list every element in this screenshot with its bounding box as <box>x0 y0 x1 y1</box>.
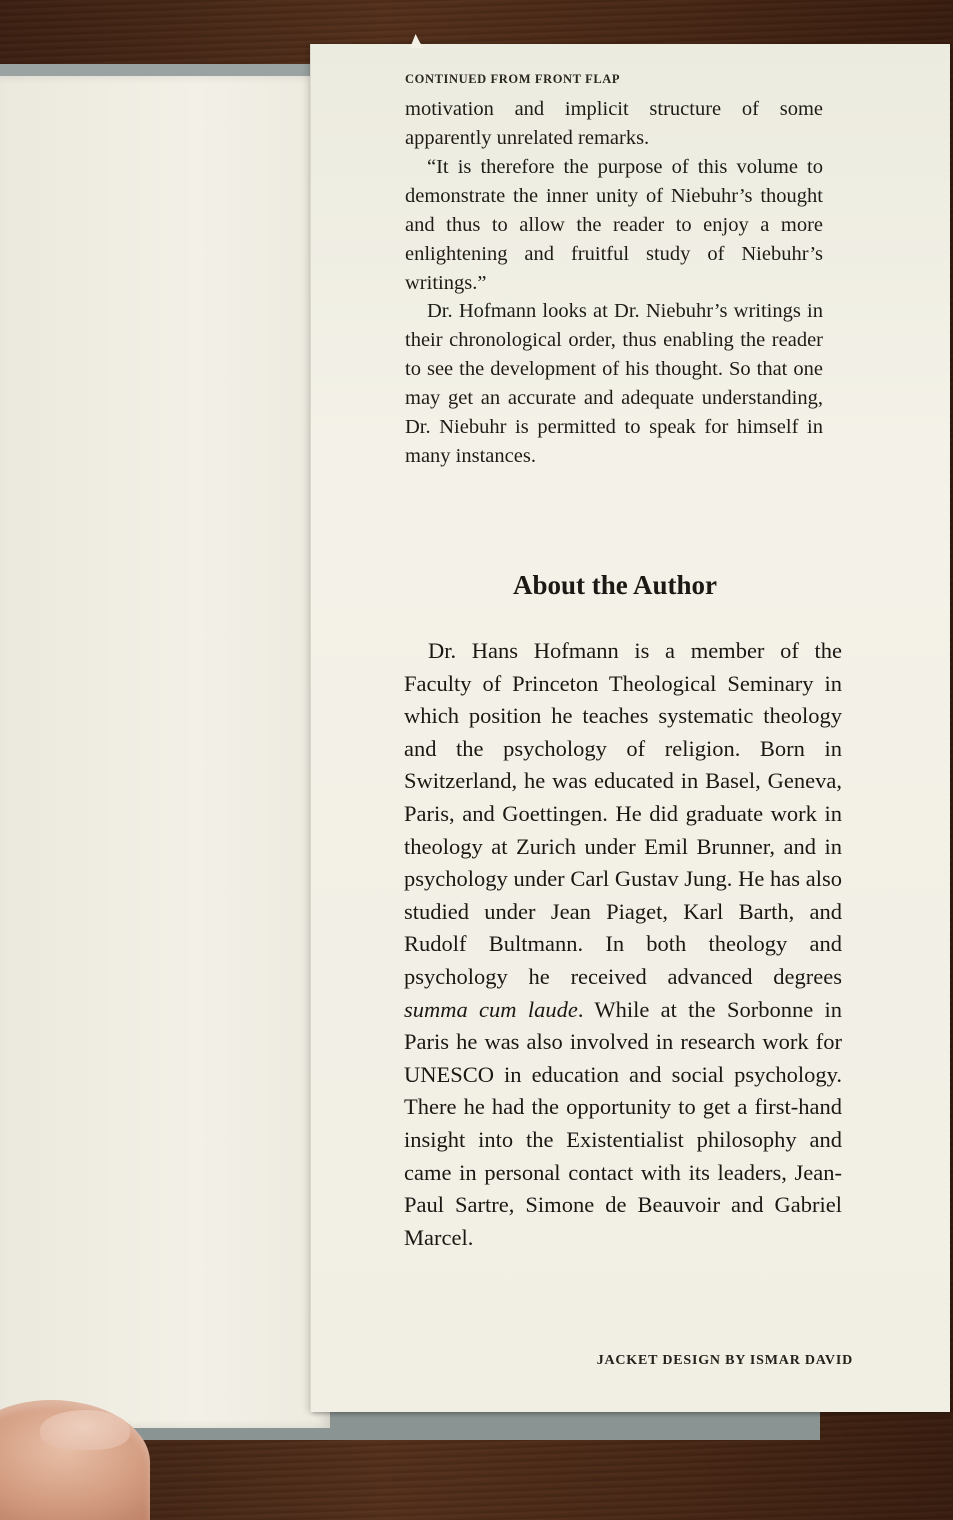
endpaper <box>0 76 330 1428</box>
flap-paragraph-1: motivation and implicit structure of some apparently unrelated remarks. <box>405 98 823 149</box>
flap-paragraph-3: Dr. Hofmann looks at Dr. Niebuhr’s writings in their chronological order, thus enabling the reader to see the development of his thought. So that one may get an accurate and adequate understanding, Dr. Niebuhr is permitted to speak for himself in many instances. <box>405 300 823 467</box>
about-author-heading: About the Author <box>512 570 718 600</box>
bio-italic-phrase: summa cum laude <box>404 996 578 1022</box>
jacket-design-credit: JACKET DESIGN BY ISMAR DAVID <box>596 1353 853 1368</box>
author-bio <box>404 635 842 1254</box>
continued-label: CONTINUED FROM FRONT FLAP <box>405 72 621 86</box>
thumbnail <box>40 1410 130 1450</box>
bio-text-part-2: . While at the Sorbonne in Paris he was also involved in research work for UNESCO in education and social psychology. There he had the opportunity to get a first-hand insight into the Existentialist philosophy and came in personal contact with its leaders, Jean-Paul Sartre, Simone de Beauvoir and Gabriel Marcel. <box>404 996 842 1250</box>
bio-text-part-1: Dr. Hans Hofmann is a member of the Faculty of Princeton Theological Seminary in which position he teaches systematic theology and the psychology of religion. Born in Switzerland, he was educated in Basel, Geneva, Paris, and Goettingen. He did graduate work in theology at Zurich under Emil Brunner, and in psychology under Carl Gustav Jung. He has also studied under Jean Piaget, Karl Barth, and Rudolf Bultmann. In both theology and psychology he received advanced degrees <box>404 638 842 989</box>
torn-corner <box>410 34 424 48</box>
flap-paragraph-2: “It is therefore the purpose of this volume to demonstrate the inner unity of Niebuhr’s thought and thus to allow the reader to enjoy a more enlightening and fruitful study of Niebuhr’s writings.” <box>405 156 823 294</box>
